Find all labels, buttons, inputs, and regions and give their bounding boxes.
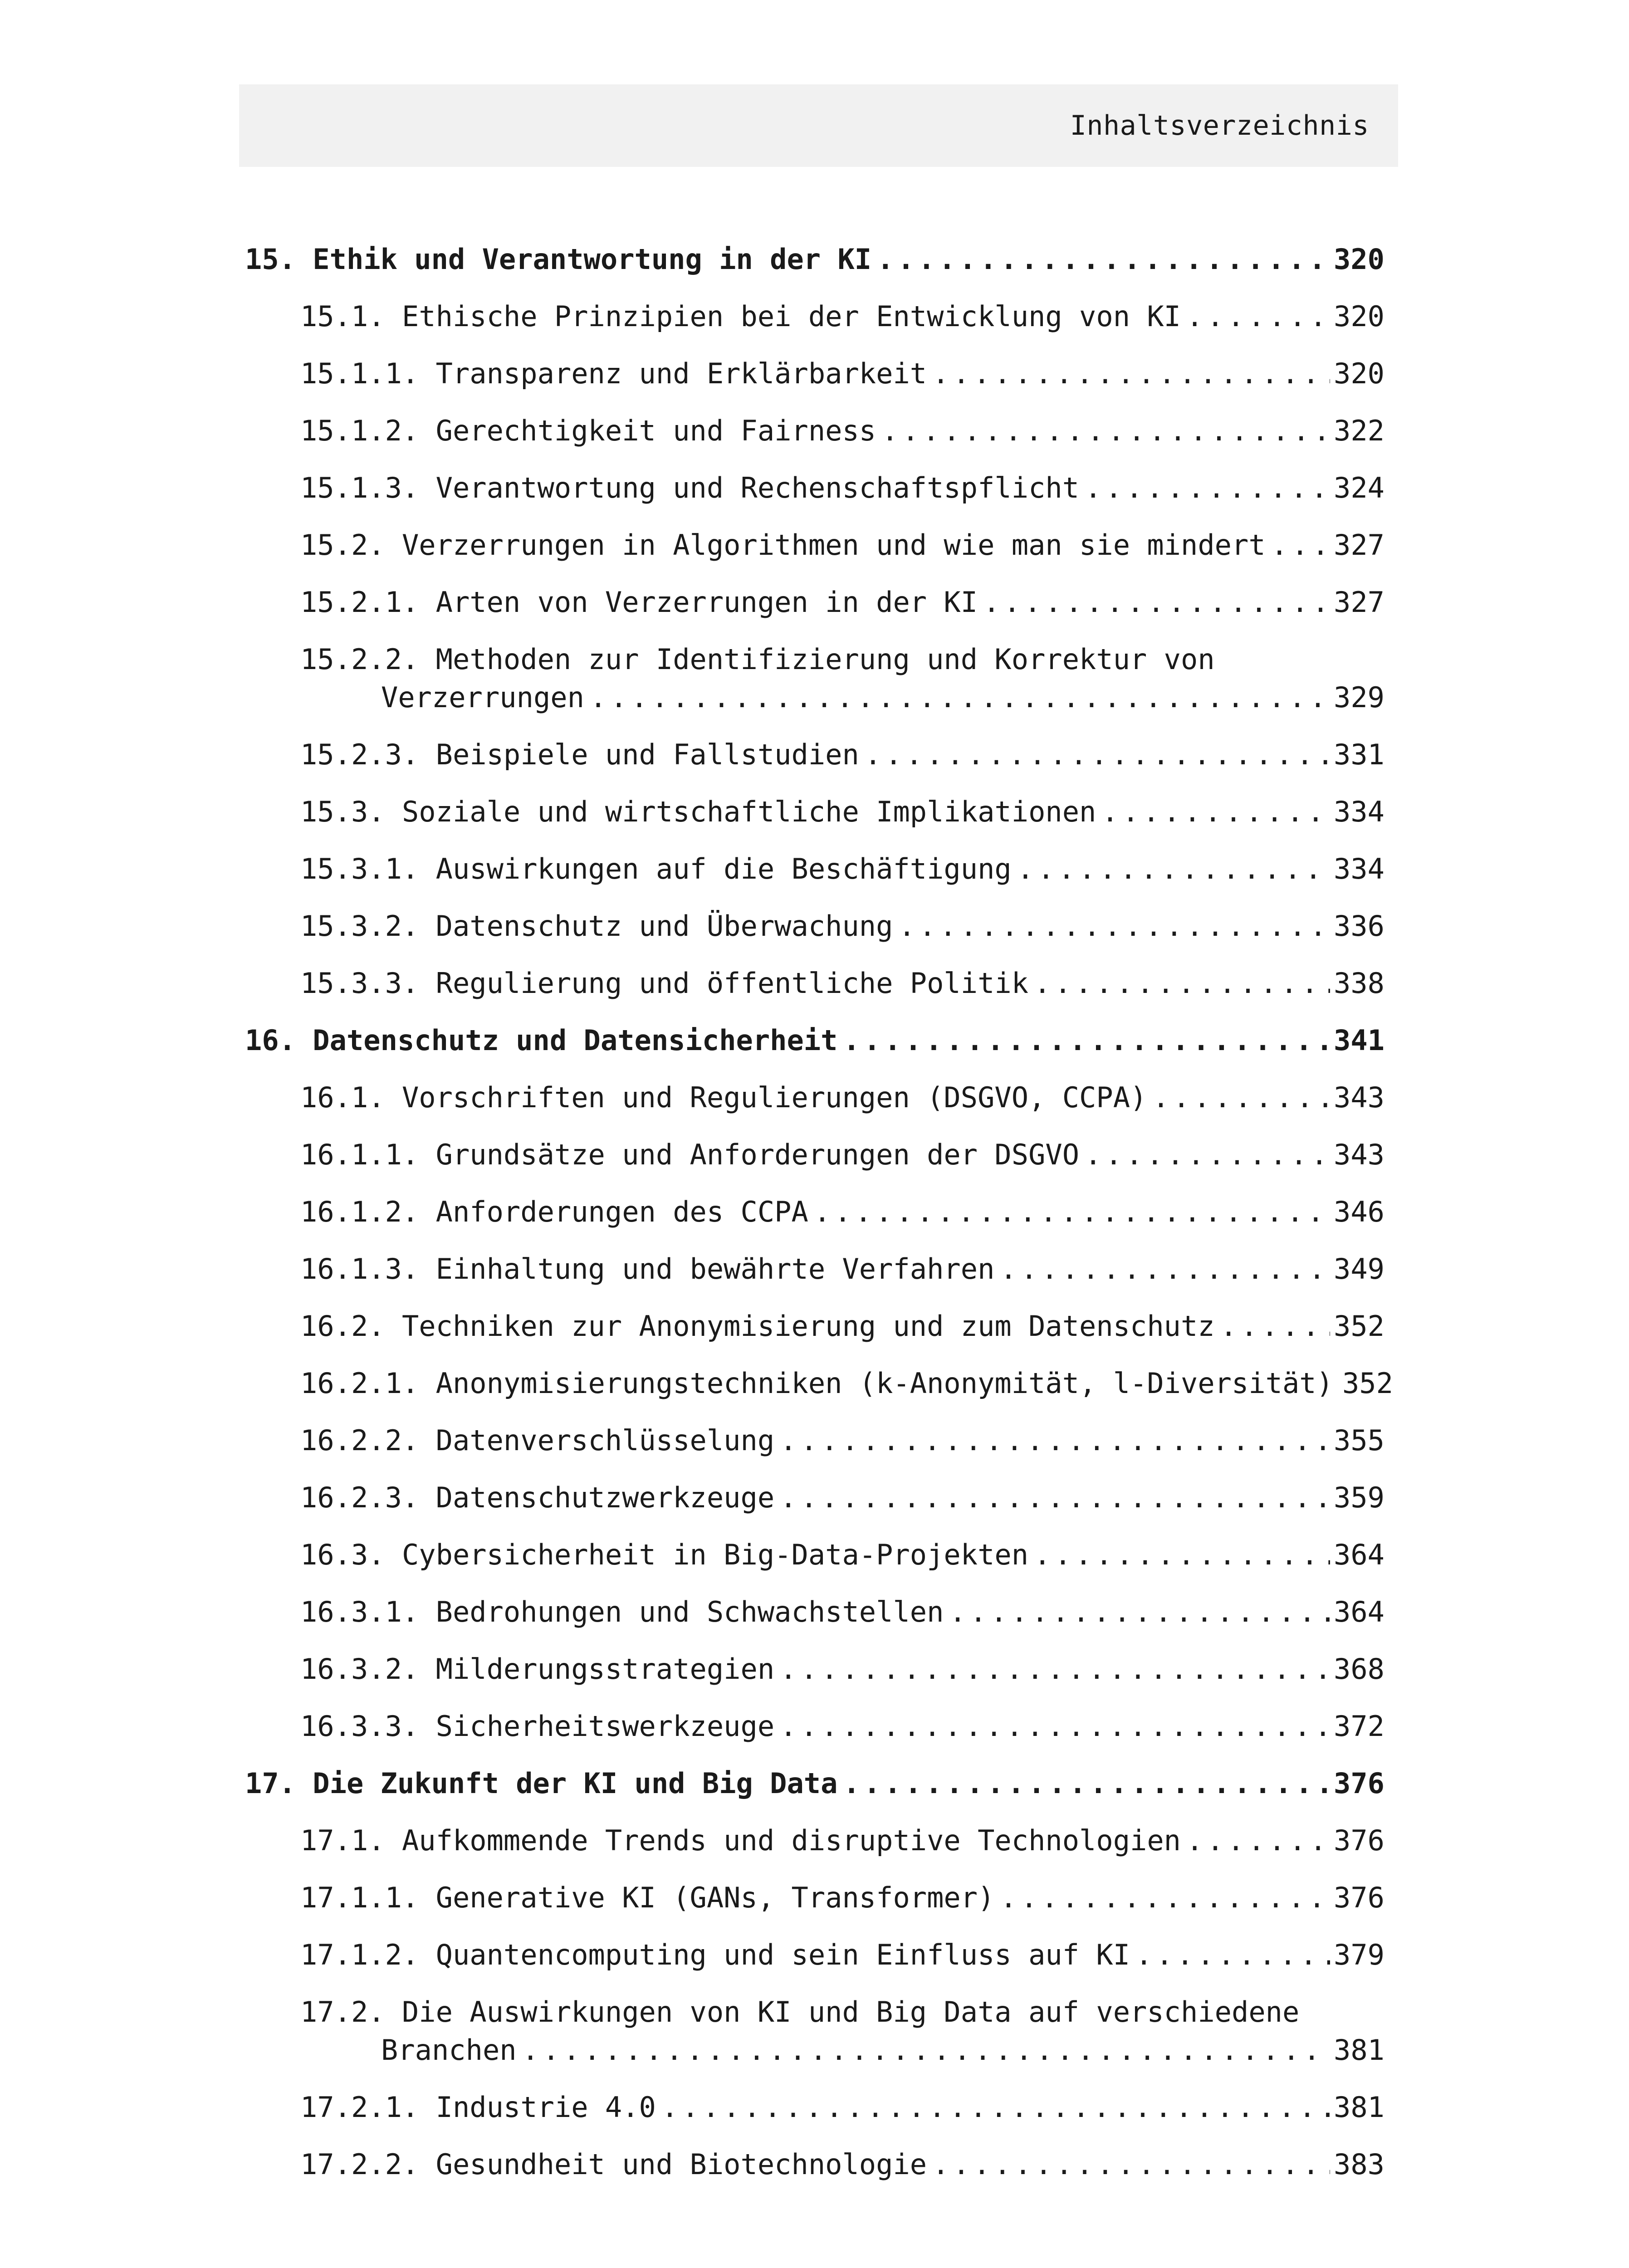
toc-section-entry[interactable] <box>245 964 1384 1022</box>
dot-leader <box>1152 1079 1330 1117</box>
toc-page-number: 355 <box>1334 1424 1384 1457</box>
dot-leader <box>814 1193 1330 1231</box>
toc-section-entry[interactable] <box>245 2146 1384 2203</box>
toc-section-entry[interactable] <box>245 526 1384 583</box>
dot-leader <box>932 2146 1330 2184</box>
toc-section-entry[interactable] <box>245 1193 1384 1250</box>
dot-leader <box>780 1479 1330 1517</box>
toc-page-number: 349 <box>1334 1252 1384 1286</box>
toc-entry-title: 17.1.1. Generative KI (GANs, Transformer) <box>300 1881 995 1914</box>
dot-leader <box>1220 1307 1330 1345</box>
dot-leader <box>1186 298 1330 336</box>
toc-section-entry[interactable] <box>245 1364 1393 1422</box>
toc-page-number: 376 <box>1334 1767 1384 1800</box>
toc-section-entry[interactable] <box>245 1650 1384 1707</box>
toc-page-number: 329 <box>1334 681 1384 714</box>
toc-page-number: 343 <box>1334 1138 1384 1171</box>
toc-page-number: 346 <box>1334 1195 1384 1228</box>
toc-entry-title: 16.2. Techniken zur Anonymisierung und zum Datenschutz <box>300 1310 1215 1343</box>
dot-leader <box>1034 964 1330 1002</box>
toc-page-number: 368 <box>1334 1652 1384 1686</box>
toc-entry-title: 15.2.3. Beispiele und Fallstudien <box>300 738 859 771</box>
dot-leader <box>949 1593 1330 1631</box>
dot-leader <box>983 583 1330 621</box>
toc-section-entry[interactable] <box>245 1479 1384 1536</box>
toc-entry-title: 15.1.2. Gerechtigkeit und Fairness <box>300 414 876 447</box>
toc-section-entry[interactable] <box>245 1307 1384 1364</box>
toc-entry-title: 15.1.1. Transparenz und Erklärbarkeit <box>300 357 927 390</box>
toc-page-number: 376 <box>1334 1824 1384 1857</box>
dot-leader <box>780 1650 1330 1688</box>
toc-section-entry[interactable] <box>245 907 1384 964</box>
toc-section-entry[interactable] <box>245 1536 1384 1593</box>
toc-page-number: 334 <box>1334 852 1384 885</box>
toc-page-number: 376 <box>1334 1881 1384 1914</box>
dot-leader <box>1101 793 1330 831</box>
toc-entry-title: 16.3.2. Milderungsstrategien <box>300 1652 775 1686</box>
dot-leader <box>1271 526 1330 564</box>
dot-leader <box>1135 1936 1330 1974</box>
toc-page-number: 381 <box>1334 2091 1384 2124</box>
toc-chapter-entry[interactable] <box>245 240 1384 298</box>
toc-section-entry[interactable] <box>245 1879 1384 1936</box>
toc-page-number: 327 <box>1334 586 1384 619</box>
toc-entry-title: 17.2. Die Auswirkungen von KI und Big Data auf verschiedene <box>300 1995 1300 2028</box>
toc-page-number: 334 <box>1334 795 1384 828</box>
dot-leader <box>1017 850 1330 888</box>
dot-leader <box>865 736 1330 774</box>
toc-entry-title: 16.2.1. Anonymisierungstechniken (k-Anonymität, l-Diversität) <box>300 1367 1333 1400</box>
toc-section-entry[interactable] <box>245 1593 1384 1650</box>
toc-page-number: 352 <box>1334 1310 1384 1343</box>
running-header <box>239 84 1398 167</box>
toc-entry-title: 16.1. Vorschriften und Regulierungen (DSGVO, CCPA) <box>300 1081 1147 1114</box>
dot-leader <box>1085 1136 1330 1174</box>
toc-section-entry[interactable] <box>245 1936 1384 1993</box>
dot-leader <box>843 1022 1330 1060</box>
header-title: Inhaltsverzeichnis <box>1070 110 1369 142</box>
toc-section-entry[interactable] <box>245 2088 1384 2146</box>
toc-entry-title: 16.3. Cybersicherheit in Big-Data-Projekten <box>300 1538 1029 1571</box>
toc-section-entry[interactable] <box>245 355 1384 412</box>
toc-entry-title: 15.3. Soziale und wirtschaftliche Implikationen <box>300 795 1096 828</box>
toc-entry-title: 16.2.3. Datenschutzwerkzeuge <box>300 1481 775 1514</box>
dot-leader <box>898 907 1330 945</box>
toc-chapter-entry[interactable] <box>245 1022 1384 1079</box>
dot-leader <box>1000 1879 1330 1917</box>
toc-page-number: 364 <box>1334 1595 1384 1628</box>
toc-section-entry[interactable] <box>245 412 1384 469</box>
toc-entry-title-continued: Branchen <box>381 2033 517 2067</box>
toc-section-entry[interactable] <box>245 640 1384 736</box>
toc-entry-title: 17.2.1. Industrie 4.0 <box>300 2091 656 2124</box>
toc-section-entry[interactable] <box>245 850 1384 907</box>
dot-leader <box>522 2031 1330 2069</box>
dot-leader <box>1085 469 1330 507</box>
table-of-contents <box>245 240 1393 2203</box>
toc-page-number: 320 <box>1334 300 1384 333</box>
dot-leader <box>932 355 1330 393</box>
toc-entry-title: 15.1. Ethische Prinzipien bei der Entwicklung von KI <box>300 300 1181 333</box>
toc-section-entry[interactable] <box>245 1079 1384 1136</box>
dot-leader <box>1000 1250 1330 1288</box>
toc-page-number: 343 <box>1334 1081 1384 1114</box>
toc-section-entry[interactable] <box>245 1993 1384 2088</box>
toc-entry-continuation <box>300 679 1384 717</box>
toc-page-number: 324 <box>1334 471 1384 504</box>
dot-leader <box>780 1422 1330 1460</box>
toc-page-number: 383 <box>1334 2148 1384 2181</box>
toc-entry-title: 15.1.3. Verantwortung und Rechenschaftspflicht <box>300 471 1080 504</box>
toc-page-number: 372 <box>1334 1710 1384 1743</box>
toc-entry-title: 15.2. Verzerrungen in Algorithmen und wie man sie mindert <box>300 528 1266 562</box>
toc-entry-continuation <box>300 2031 1384 2069</box>
toc-entry-title: 17.2.2. Gesundheit und Biotechnologie <box>300 2148 927 2181</box>
toc-page-number: 320 <box>1334 357 1384 390</box>
toc-page-number: 338 <box>1334 967 1384 1000</box>
toc-entry-title: 16.2.2. Datenverschlüsselung <box>300 1424 775 1457</box>
toc-section-entry[interactable] <box>245 736 1384 793</box>
toc-entry-title: 15.3.3. Regulierung und öffentliche Politik <box>300 967 1029 1000</box>
toc-page-number: 320 <box>1334 243 1384 276</box>
toc-section-entry[interactable] <box>245 583 1384 640</box>
toc-page-number: 364 <box>1334 1538 1384 1571</box>
toc-page-number: 336 <box>1334 909 1384 943</box>
dot-leader <box>1186 1822 1330 1860</box>
toc-chapter-entry[interactable] <box>245 1765 1384 1822</box>
toc-section-entry[interactable] <box>245 1707 1384 1765</box>
toc-page-number: 327 <box>1334 528 1384 562</box>
toc-entry-title: 17.1.2. Quantencomputing und sein Einfluss auf KI <box>300 1938 1130 1971</box>
toc-page-number: 359 <box>1334 1481 1384 1514</box>
toc-entry-title-continued: Verzerrungen <box>381 681 584 714</box>
dot-leader <box>661 2088 1330 2126</box>
toc-page-number: 331 <box>1334 738 1384 771</box>
toc-section-entry[interactable] <box>245 1250 1384 1307</box>
dot-leader <box>843 1765 1330 1803</box>
toc-section-entry[interactable] <box>245 1822 1384 1879</box>
dot-leader <box>881 412 1330 450</box>
toc-entry-title: 15.2.2. Methoden zur Identifizierung und Korrektur von <box>300 643 1215 676</box>
toc-page-number: 379 <box>1334 1938 1384 1971</box>
toc-section-entry[interactable] <box>245 793 1384 850</box>
toc-entry-title: 16. Datenschutz und Datensicherheit <box>245 1024 838 1057</box>
toc-entry-title: 15.3.2. Datenschutz und Überwachung <box>300 909 893 943</box>
toc-entry-title: 16.1.2. Anforderungen des CCPA <box>300 1195 808 1228</box>
toc-entry-title: 15. Ethik und Verantwortung in der KI <box>245 243 872 276</box>
toc-entry-title: 17. Die Zukunft der KI und Big Data <box>245 1767 838 1800</box>
toc-page-number: 352 <box>1342 1367 1393 1400</box>
dot-leader <box>780 1707 1330 1745</box>
toc-entry-title: 16.1.3. Einhaltung und bewährte Verfahren <box>300 1252 995 1286</box>
toc-section-entry[interactable] <box>245 1422 1384 1479</box>
toc-section-entry[interactable] <box>245 298 1384 355</box>
toc-entry-title: 15.2.1. Arten von Verzerrungen in der KI <box>300 586 978 619</box>
dot-leader <box>1034 1536 1330 1574</box>
toc-entry-title: 16.1.1. Grundsätze und Anforderungen der DSGVO <box>300 1138 1080 1171</box>
toc-page-number: 381 <box>1334 2033 1384 2067</box>
toc-entry-title: 16.3.3. Sicherheitswerkzeuge <box>300 1710 775 1743</box>
toc-entry-title: 15.3.1. Auswirkungen auf die Beschäftigung <box>300 852 1012 885</box>
toc-entry-title: 16.3.1. Bedrohungen und Schwachstellen <box>300 1595 944 1628</box>
toc-section-entry[interactable] <box>245 469 1384 526</box>
dot-leader <box>877 240 1330 279</box>
dot-leader <box>590 679 1330 717</box>
toc-section-entry[interactable] <box>245 1136 1384 1193</box>
toc-page-number: 341 <box>1334 1024 1384 1057</box>
toc-entry-title: 17.1. Aufkommende Trends und disruptive Technologien <box>300 1824 1181 1857</box>
toc-page-number: 322 <box>1334 414 1384 447</box>
